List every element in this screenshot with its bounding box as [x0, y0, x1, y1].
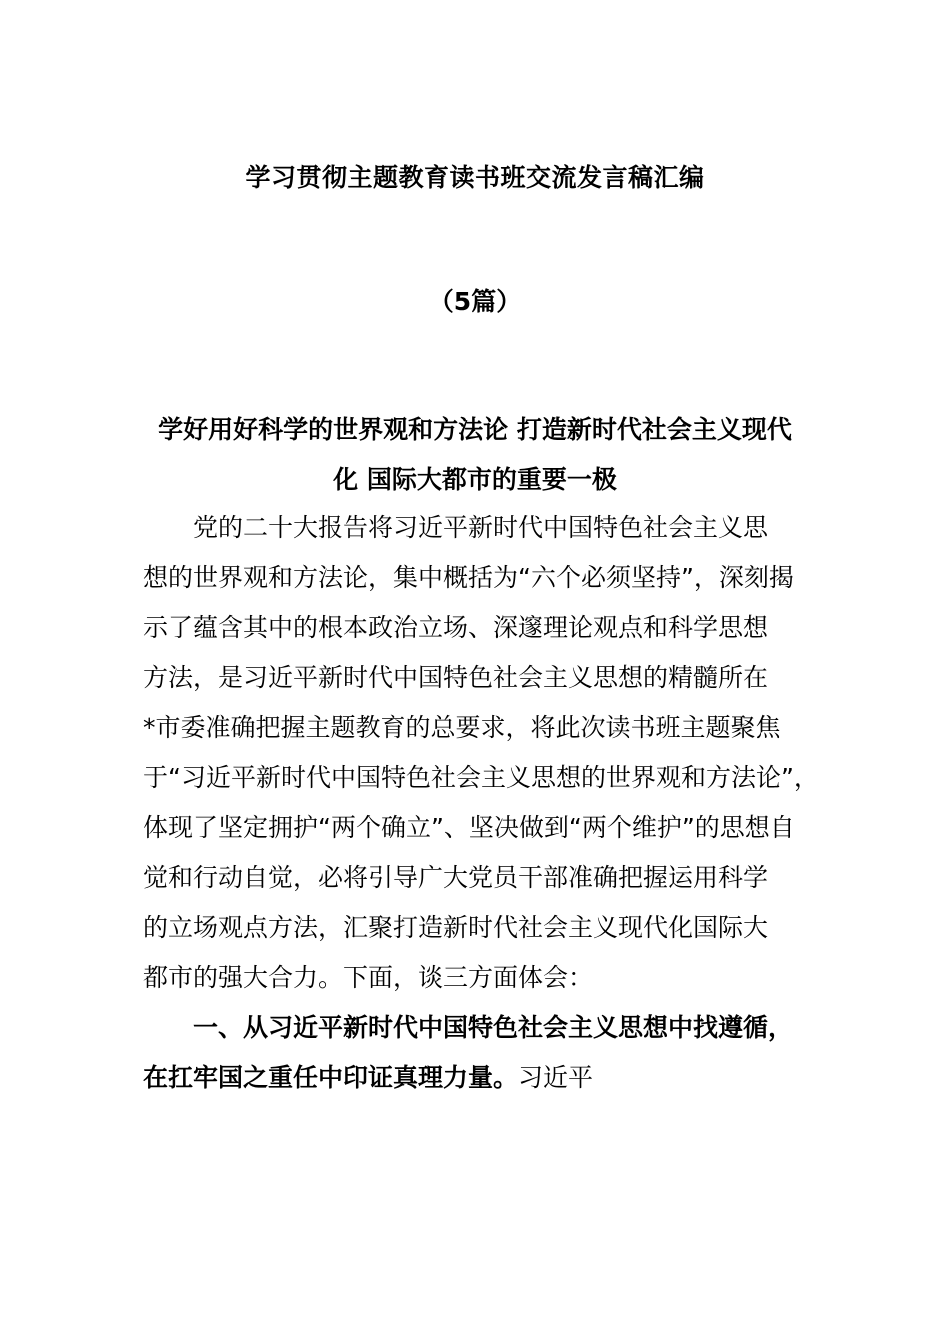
section-trailing-text: 习近平 — [518, 1063, 594, 1092]
section-heading-bold: 在扛牢国之重任中印证真理力量。 — [143, 1063, 519, 1092]
document-title: 学习贯彻主题教育读书班交流发言稿汇编 — [245, 163, 705, 192]
paragraph-line: 于“习近平新时代中国特色社会主义思想的世界观和方法论”， — [143, 763, 819, 792]
article-body — [143, 503, 833, 1103]
document-count: （5篇） — [428, 287, 522, 316]
paragraph-line: 体现了坚定拥护“两个确立”、坚决做到“两个维护”的思想自 — [143, 813, 795, 842]
article-title — [140, 405, 810, 505]
article-title-line-2: 化 国际大都市的重要一极 — [333, 465, 617, 494]
section-heading-line-1: 一、从习近平新时代中国特色社会主义思想中找遵循， — [193, 1013, 794, 1042]
paragraph-line: 示了蕴含其中的根本政治立场、深邃理论观点和科学思想 — [143, 613, 769, 642]
paragraph-line: 党的二十大报告将习近平新时代中国特色社会主义思 — [193, 513, 769, 542]
section-heading-line-2 — [143, 1053, 833, 1103]
paragraph-line: 觉和行动自觉，必将引导广大党员干部准确把握运用科学 — [143, 863, 769, 892]
paragraph-line: 的立场观点方法，汇聚打造新时代社会主义现代化国际大 — [143, 913, 769, 942]
paragraph-line: 想的世界观和方法论，集中概括为“六个必须坚持”，深刻揭 — [143, 563, 794, 592]
paragraph-line: 都市的强大合力。下面，谈三方面体会： — [143, 963, 594, 992]
article-title-line-1: 学好用好科学的世界观和方法论 打造新时代社会主义现代 — [158, 415, 792, 444]
paragraph-line: 方法，是习近平新时代中国特色社会主义思想的精髓所在 — [143, 663, 769, 692]
paragraph-line: *市委准确把握主题教育的总要求，将此次读书班主题聚焦 — [143, 713, 781, 742]
